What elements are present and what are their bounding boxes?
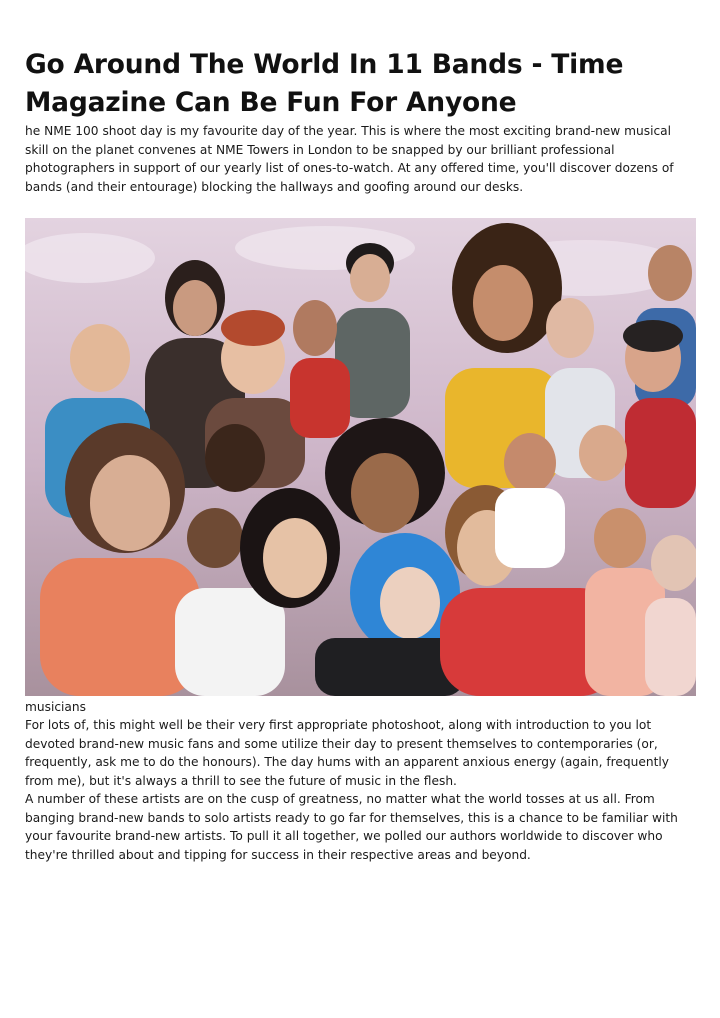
- collage-illustration: [25, 218, 696, 696]
- image-caption: musicians: [25, 700, 86, 714]
- body-paragraph-2: For lots of, this might well be their very first appropriate photoshoot, along with introduction to you lot devoted brand-new music fans and some utilize their day to present themselves to contemporaries (or, frequently, ask me to do the honours). The day hums with an apparent anxious energy (again, frequently from me), but it's always a thrill to see the future of music in the flesh.: [25, 718, 669, 788]
- musicians-collage-image: [25, 218, 696, 696]
- body-paragraph-3: A number of these artists are on the cusp of greatness, no matter what the world tosses at us all. From banging brand-new bands to solo artists ready to go far for themselves, this is a chance to be familiar with your favourite brand-new artists. To pull it all together, we polled our authors worldwide to discover who they're thrilled about and tipping for success in their respective areas and beyond.: [25, 792, 678, 862]
- article-title: Go Around The World In 11 Bands - Time Magazine Can Be Fun For Anyone: [25, 49, 624, 118]
- article: [25, 46, 697, 864]
- intro-paragraph: he NME 100 shoot day is my favourite day of the year. This is where the most exciting brand-new musical skill on the planet convenes at NME Towers in London to be snapped by our brilliant professional photographers in support of our yearly list of ones-to-watch. At any offered time, you'll discover dozens of bands (and their entourage) blocking the hallways and goofing around our desks.: [25, 124, 674, 194]
